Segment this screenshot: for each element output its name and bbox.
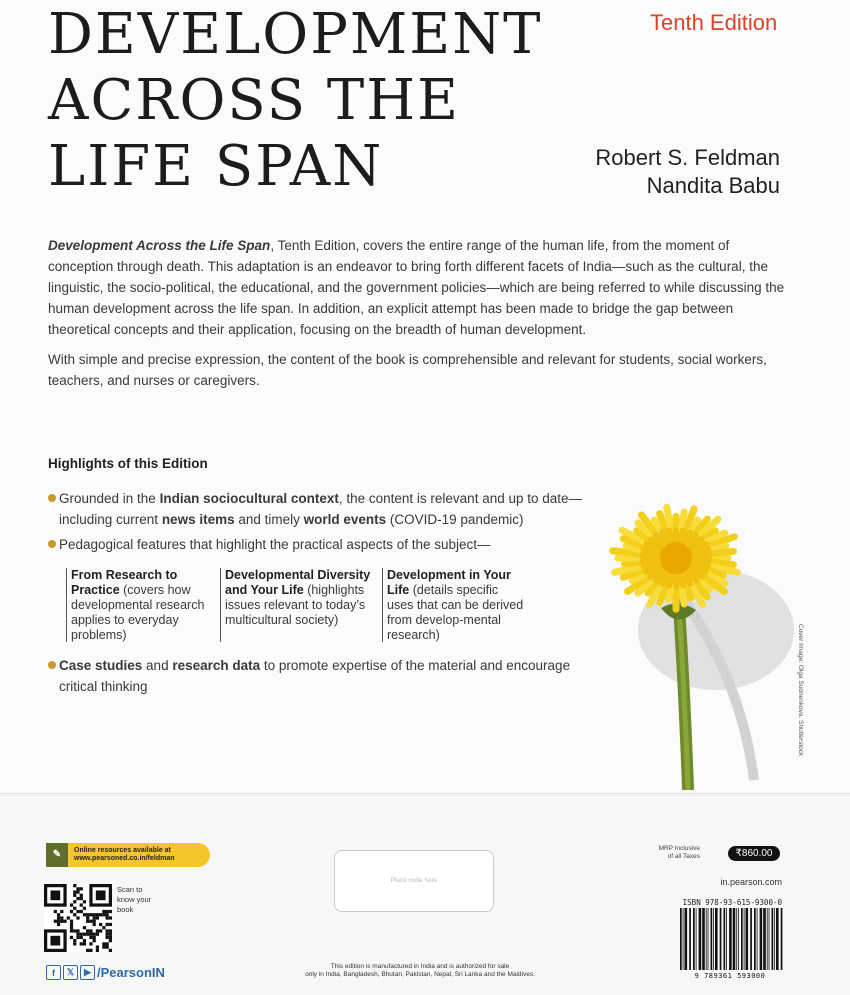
book-description (48, 235, 788, 400)
manufacturing-note (260, 963, 580, 979)
highlight-1-text-d: (COVID-19 pandemic) (386, 512, 524, 527)
qr-code[interactable] (44, 884, 112, 952)
highlight-3-key-a: Case studies (59, 658, 143, 673)
bullet-icon (48, 494, 56, 502)
author-1: Robert S. Feldman (595, 145, 780, 170)
online-resources-url[interactable]: www.pearsoned.co.in/feldman (74, 855, 175, 862)
dandelion-image (566, 480, 806, 790)
title-line-2: ACROSS THE (48, 68, 460, 133)
barcode-number: 9 789361 593000 (694, 972, 766, 980)
highlight-item-2 (48, 534, 588, 555)
mrp-line-2: of all Taxes (667, 853, 700, 860)
manufacturing-line-1: This edition is manufactured in India and is authorized for sale (330, 963, 510, 970)
authors (560, 144, 780, 200)
feature-3-desc: (details specific uses that can be derived from develop-mental research) (387, 583, 524, 642)
highlight-1-text-b: , the content is relevant and up to date—including current (59, 491, 583, 527)
edition-label: Tenth Edition (650, 10, 778, 35)
feature-1-title: From Research to Practice (71, 568, 178, 597)
highlight-item-3 (48, 655, 588, 697)
highlight-2-text: Pedagogical features that highlight the practical aspects of the subject— (59, 537, 491, 552)
description-book-title: Development Across the Life Span (48, 238, 271, 253)
author-2: Nandita Babu (646, 173, 780, 198)
highlights-list (48, 488, 588, 559)
highlight-3-text-a: and (142, 658, 173, 673)
highlight-1-key-c: world events (303, 512, 387, 527)
feature-3-title: Development in Your Life (387, 568, 511, 597)
highlight-1-key-b: news items (161, 512, 235, 527)
title-line-3: LIFE SPAN (48, 134, 384, 199)
place-code-box: Place code here (334, 850, 494, 912)
highlight-3-text-b: to promote expertise of the material and encourage critical thinking (59, 658, 571, 694)
barcode (678, 908, 784, 970)
feature-1-desc: (covers how developmental research applies to everyday problems) (71, 583, 205, 642)
isbn-label: ISBN 978-93-615-9300-0 (682, 898, 782, 907)
highlights-list-2 (48, 655, 588, 701)
online-resources-banner (46, 843, 210, 867)
bullet-icon (48, 661, 56, 669)
feature-developmental-diversity (220, 568, 373, 642)
highlight-3-key-b: research data (172, 658, 261, 673)
description-paragraph-2: With simple and precise expression, the content of the book is comprehensible and relevant for students, social workers, teachers, and nurses or caregivers. (48, 352, 767, 388)
highlight-1-text-c: and timely (234, 512, 304, 527)
online-resources-line-1: Online resources available at (74, 847, 171, 854)
description-text-1: , Tenth Edition, covers the entire range of the human life, from the moment of conception through death. This adaptation is an endeavor to bring forth different facets of India—such as the cultural, the linguistic, the socio-political, the educational, and the government policies—which are being referred to while discussing the human development across the life span. In addition, an explicit attempt has been made to bridge the gap between theoretical concepts and their application, focusing on the breadth of human development. (48, 238, 785, 337)
title-line-1: DEVELOPMENT (48, 2, 543, 67)
book-title (48, 2, 542, 200)
publisher-website[interactable]: in.pearson.com (720, 877, 782, 887)
mrp-line-1: MRP Inclusive (658, 845, 700, 852)
feature-research-to-practice (66, 568, 211, 642)
feature-2-title: Developmental Diversity and Your Life (225, 568, 371, 597)
feature-development-in-your-life (382, 568, 525, 642)
youtube-icon[interactable]: ▶ (80, 965, 95, 980)
online-resources-text (74, 847, 174, 863)
mrp-label (640, 845, 700, 861)
x-icon[interactable]: 𝕏 (63, 965, 78, 980)
scan-text: Scan to know your book (117, 885, 152, 914)
manufacturing-line-2: only in India, Bangladesh, Bhutan, Pakistan, Nepal, Sri Lanka and the Maldives. (305, 971, 535, 978)
online-resources-icon: ✎ (46, 843, 68, 867)
highlight-1-key-a: Indian sociocultural context (159, 491, 339, 506)
highlight-1-text-a: Grounded in the (59, 491, 160, 506)
description-paragraph-1 (48, 235, 788, 340)
price-badge: ₹860.00 (728, 846, 780, 861)
feature-2-desc: (highlights issues relevant to today’s multicultural society) (225, 583, 366, 627)
highlight-item-1 (48, 488, 588, 530)
bullet-icon (48, 540, 56, 548)
highlights-heading: Highlights of this Edition (48, 456, 208, 471)
social-handle[interactable]: /PearsonIN (97, 965, 165, 980)
image-credit: Cover Image: Olga Sudnenkova. Shutterstock (797, 624, 804, 757)
facebook-icon[interactable]: f (46, 965, 61, 980)
social-links (46, 965, 165, 980)
